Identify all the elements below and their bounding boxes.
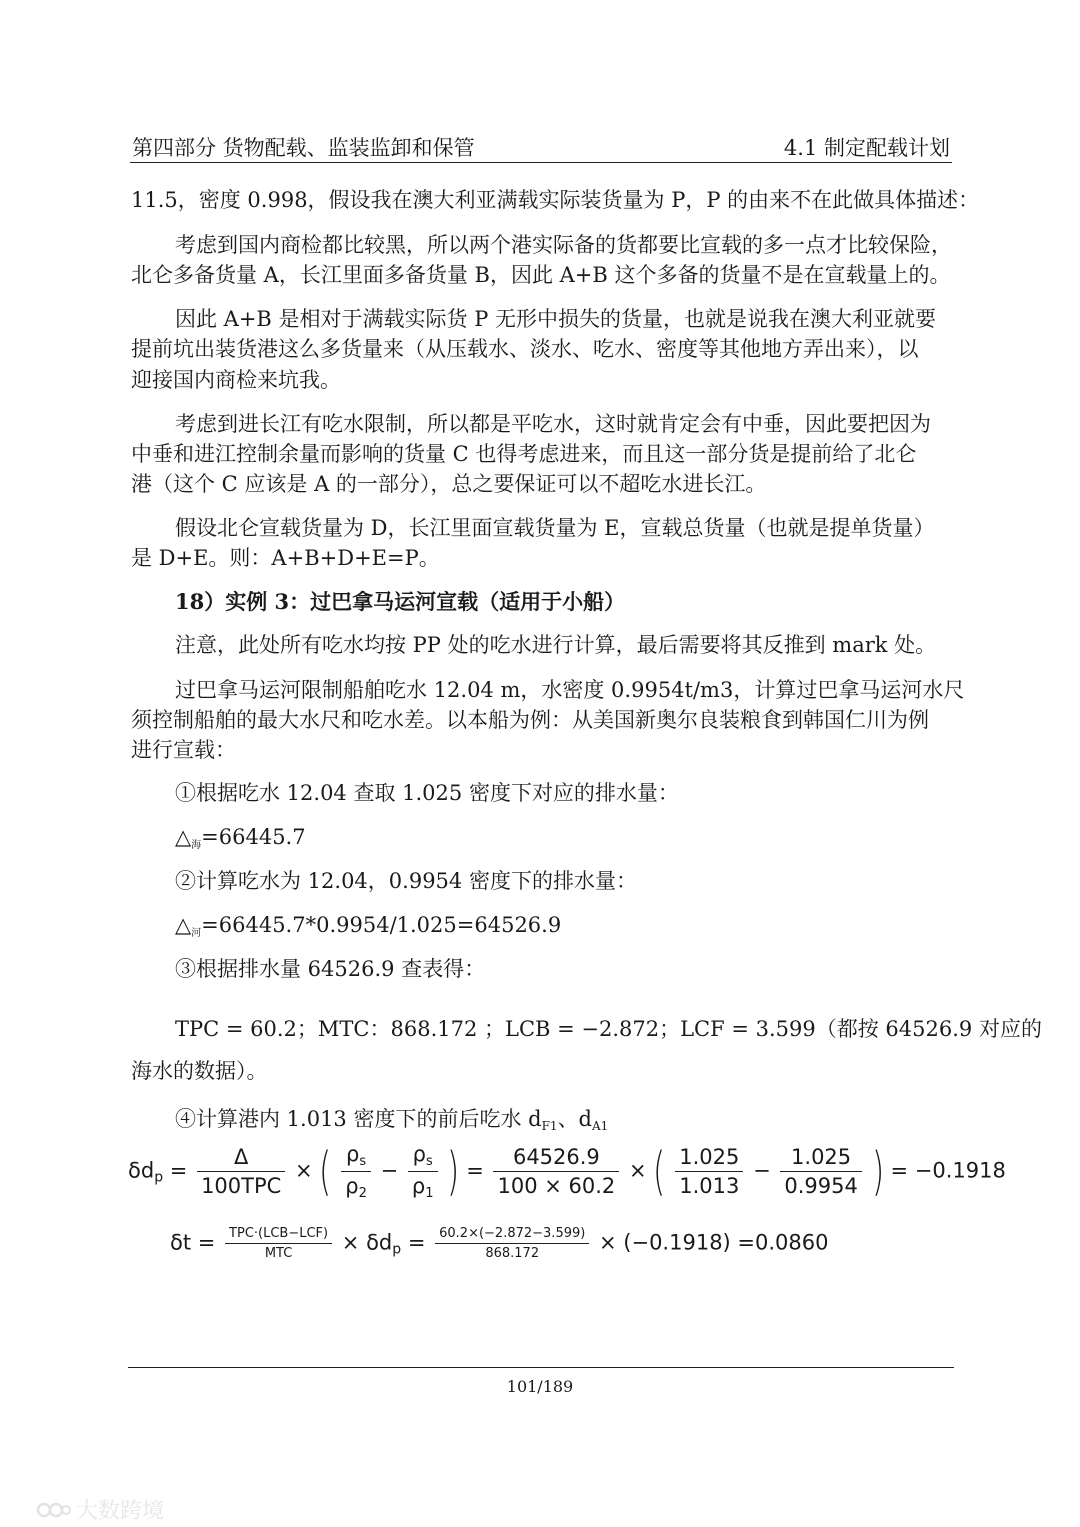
minus-sign: − xyxy=(380,1158,399,1183)
times-sign: × xyxy=(628,1158,647,1183)
paragraph-line: 是 D+E。则：A+B+D+E=P。 xyxy=(131,546,440,570)
minus-sign: − xyxy=(753,1158,771,1183)
fraction-denominator: 100 × 60.2 xyxy=(497,1174,616,1198)
header-section-title: 第四部分 货物配载、监装监卸和保管 xyxy=(132,136,475,160)
paragraph-line: 11.5，密度 0.998，假设我在澳大利亚满载实际装货量为 P，P 的由来不在此做具体描述： xyxy=(131,188,980,212)
paragraph-line: 港（这个 C 应该是 A 的一部分），总之要保证可以不超吃水进长江。 xyxy=(131,472,767,496)
fraction-denominator: 0.9954 xyxy=(784,1174,858,1198)
equals-sign: = xyxy=(466,1158,484,1183)
footer-divider xyxy=(128,1367,954,1368)
delta-subscript: 海 xyxy=(191,840,202,851)
right-paren: ) xyxy=(447,1141,460,1202)
paragraph-line: 假设北仑宣载货量为 D，长江里面宣载货量为 E，宣载总货量（也就是提单货量） xyxy=(175,516,935,540)
header-chapter-title: 4.1 制定配载计划 xyxy=(783,136,950,160)
fraction-numerator: 1.025 xyxy=(780,1145,861,1172)
fraction-numerator: Δ xyxy=(197,1145,285,1172)
draft-forward-subscript: F1 xyxy=(541,1119,558,1133)
right-paren: ) xyxy=(871,1141,884,1202)
formula-lhs: δt = xyxy=(170,1230,216,1255)
fraction-rho-s-over-rho1 xyxy=(408,1142,438,1201)
watermark-logo-icon xyxy=(36,1498,72,1522)
delta-symbol: △ xyxy=(175,825,192,849)
paragraph-line: 进行宣载： xyxy=(131,738,236,762)
fraction-denominator: 100TPC xyxy=(201,1174,282,1198)
section-heading: 18）实例 3：过巴拿马运河宣载（适用于小船） xyxy=(175,589,626,614)
fraction-denominator: $\rho_1$ xyxy=(411,1174,434,1201)
formula-lhs: δd xyxy=(128,1158,155,1183)
hydrostatic-values: TPC = 60.2；MTC：868.172 ；LCB = −2.872；LCF = 3.599（都按 64526.9 对应的 xyxy=(175,1017,1042,1041)
paragraph-line: 注意，此处所有吃水均按 PP 处的吃水进行计算，最后需要将其反推到 mark 处。 xyxy=(175,633,937,657)
step-2: ②计算吃水为 12.04，0.9954 密度下的排水量： xyxy=(175,869,637,893)
paragraph-line: 考虑到国内商检都比较黑，所以两个港实际备的货都要比宣载的多一点才比较保险， xyxy=(175,233,952,257)
paragraph-line: 须控制船舶的最大水尺和吃水差。以本船为例：从美国新奥尔良装粮食到韩国仁川为例 xyxy=(131,708,929,732)
fraction-numerator: $\rho_s$ xyxy=(408,1142,438,1172)
left-paren: ( xyxy=(319,1141,332,1202)
fraction-density-1 xyxy=(675,1145,743,1198)
fraction-trim-formula xyxy=(225,1226,332,1261)
fraction-denominator: MTC xyxy=(264,1246,293,1261)
times-dp: × δd xyxy=(341,1230,393,1255)
times-sign: × xyxy=(295,1158,313,1183)
fraction-trim-values xyxy=(435,1226,589,1261)
dp-subscript: p xyxy=(392,1241,402,1258)
watermark xyxy=(36,1494,164,1525)
fraction-displacement xyxy=(493,1145,619,1198)
paragraph-line: 提前坑出装货港这么多货量来（从压载水、淡水、吃水、密度等其他地方弄出来），以 xyxy=(131,337,919,361)
step-4-mid: 、d xyxy=(557,1107,593,1131)
formula-lhs-sub: p xyxy=(154,1169,164,1186)
equals-sign: = xyxy=(169,1158,188,1183)
fraction-denominator: $\rho_2$ xyxy=(345,1174,367,1201)
formula-result: × (−0.1918) =0.0860 xyxy=(599,1230,829,1255)
step-3: ③根据排水量 64526.9 查表得： xyxy=(175,957,486,981)
left-paren: ( xyxy=(653,1141,666,1202)
displacement-sea xyxy=(175,823,306,860)
page-number: 101/189 xyxy=(506,1377,574,1396)
paragraph-line: 迎接国内商检来坑我。 xyxy=(131,368,341,392)
fraction-numerator: 60.2×(−2.872−3.599) xyxy=(435,1226,589,1244)
paragraph-line: 北仑多备货量 A，长江里面多备货量 B，因此 A+B 这个多备的货量不是在宣载量上的。 xyxy=(131,263,951,287)
formula-result: = −0.1918 xyxy=(890,1158,1006,1183)
step-4 xyxy=(175,1105,608,1140)
watermark-text: 大数跨境 xyxy=(76,1499,165,1524)
formula-draft-change xyxy=(128,1142,1006,1201)
equals-sign: = xyxy=(407,1230,426,1255)
fraction-numerator: 64526.9 xyxy=(493,1145,619,1172)
fraction-denominator: 1.013 xyxy=(679,1174,740,1198)
displacement-river xyxy=(175,911,561,948)
delta-subscript: 河 xyxy=(191,928,202,939)
page-header xyxy=(130,128,952,163)
formula-trim-change xyxy=(170,1226,829,1261)
fraction-numerator: 1.025 xyxy=(675,1145,743,1172)
paragraph-line: 海水的数据）。 xyxy=(131,1059,268,1083)
fraction-denominator: 868.172 xyxy=(485,1246,540,1261)
fraction-numerator: TPC·(LCB−LCF) xyxy=(225,1226,332,1244)
fraction-numerator: $\rho_s$ xyxy=(341,1142,371,1172)
paragraph-line: 因此 A+B 是相对于满载实际货 P 无形中损失的货量，也就是说我在澳大利亚就要 xyxy=(175,307,937,331)
paragraph-line: 过巴拿马运河限制船舶吃水 12.04 m，水密度 0.9954t/m3，计算过巴拿马运河水尺 xyxy=(175,678,965,702)
fraction-rho-s-over-rho2 xyxy=(341,1142,371,1201)
step-4-text: ④计算港内 1.013 密度下的前后吃水 d xyxy=(175,1107,542,1131)
displacement-value: =66445.7*0.9954/1.025=64526.9 xyxy=(201,913,562,937)
fraction-delta-over-tpc xyxy=(197,1145,285,1198)
paragraph-line: 考虑到进长江有吃水限制，所以都是平吃水，这时就肯定会有中垂，因此要把因为 xyxy=(175,412,931,436)
paragraph-line: 中垂和进江控制余量而影响的货量 C 也得考虑进来，而且这一部分货是提前给了北仑 xyxy=(131,442,917,466)
fraction-density-2 xyxy=(780,1145,861,1198)
draft-aft-subscript: A1 xyxy=(592,1119,609,1133)
displacement-value: =66445.7 xyxy=(201,825,306,849)
delta-symbol: △ xyxy=(175,913,192,937)
step-1: ①根据吃水 12.04 查取 1.025 密度下对应的排水量： xyxy=(175,781,679,805)
